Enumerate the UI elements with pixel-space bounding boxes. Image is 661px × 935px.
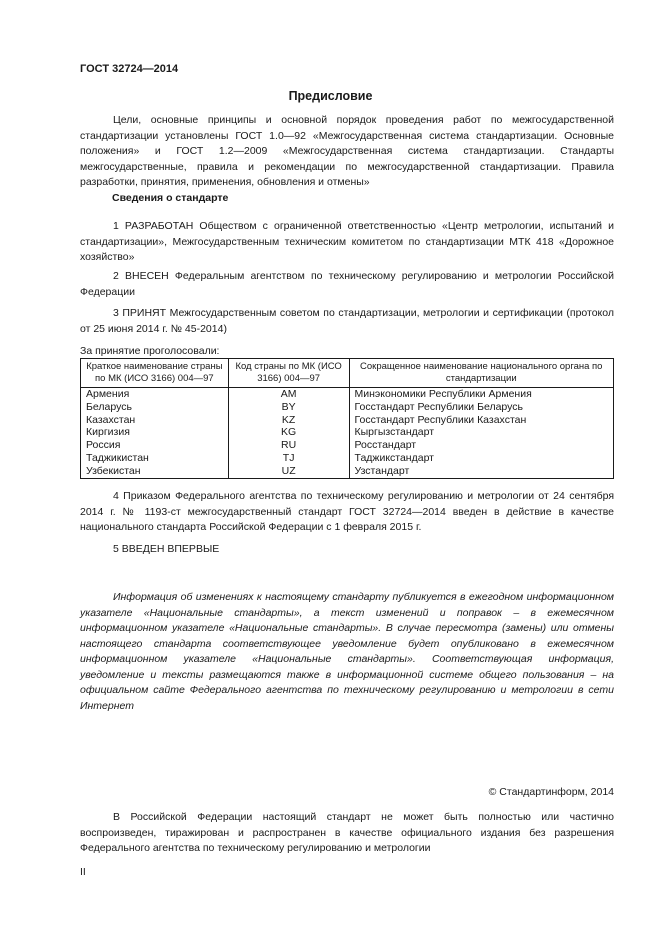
cell-body: Минэкономики Республики Армения <box>349 388 613 401</box>
cell-code: TJ <box>228 452 349 465</box>
cell-body: Госстандарт Республики Беларусь <box>349 401 613 414</box>
table-row <box>81 426 614 439</box>
cell-country: Киргизия <box>81 426 229 439</box>
cell-code: AM <box>228 388 349 401</box>
info-heading: Сведения о стандарте <box>112 192 229 204</box>
item-2-submitted: 2 ВНЕСЕН Федеральным агентством по техническому регулированию и метрологии Российской Федерации <box>80 270 614 298</box>
page-number: II <box>80 866 86 878</box>
cell-body: Таджикстандарт <box>349 452 613 465</box>
cell-body: Росстандарт <box>349 439 613 452</box>
item-1-developed: 1 РАЗРАБОТАН Обществом с ограниченной ответственностью «Центр метрологии, испытаний и стандартизации», Межгосударственным техническим комитетом по стандартизации МТК 418 «Дорожное хозяйство» <box>80 220 614 263</box>
column-header-body: Сокращенное наименование национального органа по стандартизации <box>349 359 613 388</box>
cell-country: Беларусь <box>81 401 229 414</box>
cell-country: Таджикистан <box>81 452 229 465</box>
cell-code: UZ <box>228 465 349 478</box>
item-4-order: 4 Приказом Федерального агентства по техническому регулированию и метрологии от 24 сентября 2014 г. № 1193-ст межгосударственный стандарт ГОСТ 32724—2014 введен в действие в качестве национального стандарта Российской Федерации с 1 февраля 2015 г. <box>80 490 614 533</box>
table-row <box>81 452 614 465</box>
cell-country: Армения <box>81 388 229 401</box>
table-row <box>81 465 614 478</box>
cell-country: Россия <box>81 439 229 452</box>
column-header-country: Краткое наименование страны по МК (ИСО 3166) 004—97 <box>81 359 229 388</box>
cell-body: Узстандарт <box>349 465 613 478</box>
table-header-row <box>81 359 614 388</box>
cell-code: KG <box>228 426 349 439</box>
document-designation: ГОСТ 32724—2014 <box>80 63 179 75</box>
cell-code: RU <box>228 439 349 452</box>
column-header-code: Код страны по МК (ИСО 3166) 004—97 <box>228 359 349 388</box>
cell-country: Казахстан <box>81 414 229 427</box>
item-3-adopted: 3 ПРИНЯТ Межгосударственным советом по стандартизации, метрологии и сертификации (протокол от 25 июня 2014 г. № 45-2014) <box>80 307 614 335</box>
cell-code: KZ <box>228 414 349 427</box>
cell-body: Госстандарт Республики Казахстан <box>349 414 613 427</box>
changes-notice: Информация об изменениях к настоящему стандарту публикуется в ежегодном информационном указателе «Национальные стандарты», а текст изменений и поправок – в ежемесячном информационном указателе «Национальные стандарты». В случае пересмотра (замены) или отмены настоящего стандарта соответствующее уведомление будет опубликовано в ежемесячном информационном указателе «Национальные стандарты». Соответствующая информация, уведомление и тексты размещаются также в информационной системе общего пользования – на официальном сайте Федерального агентства по техническому регулированию и метрологии в сети Интернет <box>80 591 614 712</box>
page-title: Предисловие <box>288 89 373 103</box>
voting-table <box>80 358 614 479</box>
item-5-first-introduced: 5 ВВЕДЕН ВПЕРВЫЕ <box>113 543 220 555</box>
cell-code: BY <box>228 401 349 414</box>
copyright-line: © Стандартинформ, 2014 <box>488 786 614 798</box>
reproduction-notice: В Российской Федерации настоящий стандарт не может быть полностью или частично воспроизведен, тиражирован и распространен в качестве официального издания без разрешения Федерального агентства по техническому регулированию и метрологии <box>80 811 614 854</box>
votes-label: За принятие проголосовали: <box>80 345 220 357</box>
intro-paragraph: Цели, основные принципы и основной порядок проведения работ по межгосударственной стандартизации установлены ГОСТ 1.0—92 «Межгосударственная система стандартизации. Основные положения» и ГОСТ 1.2—2009 «Межгосударственная система стандартизации. Стандарты межгосударственные, правила и рекомендации по межгосударственной стандартизации. Правила разработки, принятия, применения, обновления и отмены» <box>80 114 614 188</box>
table-row <box>81 388 614 401</box>
table-row <box>81 414 614 427</box>
cell-body: Кыргызстандарт <box>349 426 613 439</box>
table-row <box>81 439 614 452</box>
cell-country: Узбекистан <box>81 465 229 478</box>
table-row <box>81 401 614 414</box>
